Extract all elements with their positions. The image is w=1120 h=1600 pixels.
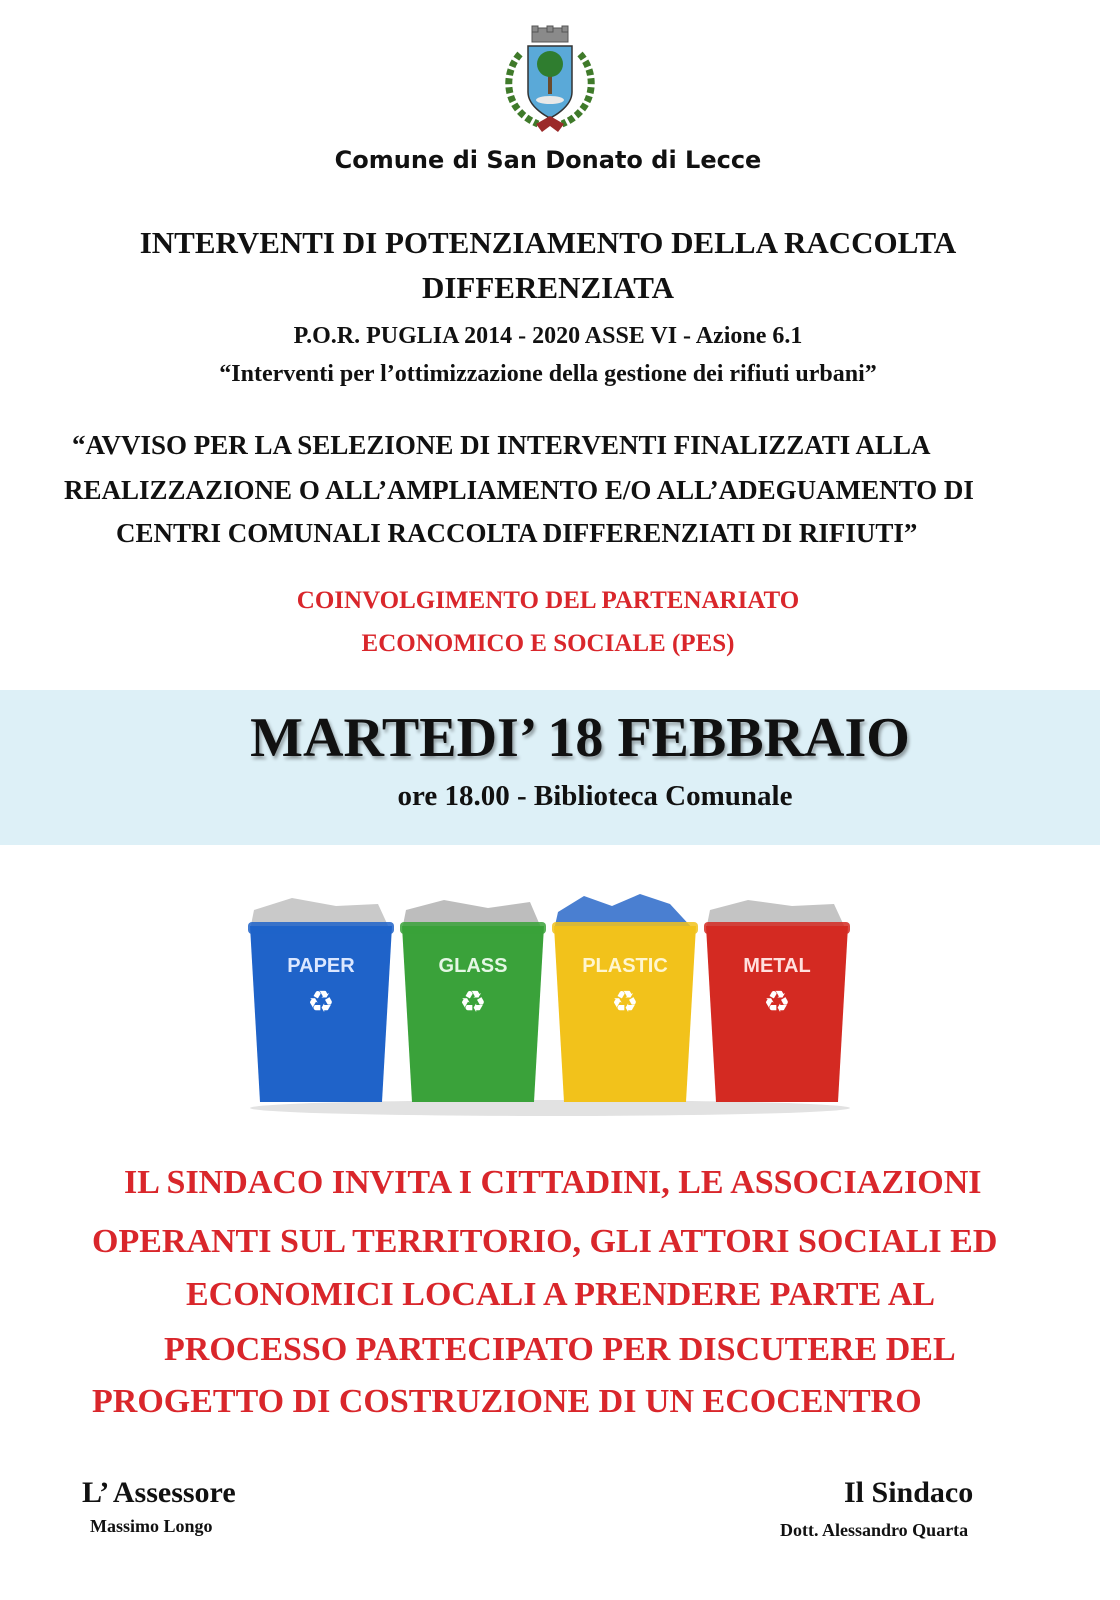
title-line-1: INTERVENTI DI POTENZIAMENTO DELLA RACCOLTA: [139, 225, 957, 260]
metal-bin-label: METAL: [743, 955, 811, 977]
metal-bin-rim: [704, 922, 850, 934]
assessore-role: L’ Assessore: [82, 1476, 236, 1509]
title-line-2: DIFFERENZIATA: [421, 270, 675, 305]
invite-line-2: OPERANTI SUL TERRITORIO, GLI ATTORI SOCIALI ED: [92, 1223, 998, 1260]
glass-bin-rim: [400, 922, 546, 934]
recycle-icon: ♻: [307, 985, 335, 1020]
event-date: MARTEDI’ 18 FEBBRAIO: [250, 707, 910, 769]
program-reference: P.O.R. PUGLIA 2014 - 2020 ASSE VI - Azione 6.1: [293, 323, 803, 349]
paper-bin-label: PAPER: [287, 955, 355, 977]
program-subtitle: “Interventi per l’ottimizzazione della gestione dei rifiuti urbani”: [219, 361, 877, 387]
avviso-line-2: REALIZZAZIONE O ALL’AMPLIAMENTO E/O ALL’ADEGUAMENTO DI: [64, 475, 974, 505]
municipality-name: Comune di San Donato di Lecce: [334, 146, 762, 174]
recycling-bins-illustration: [240, 890, 860, 1120]
pes-heading-line-2: ECONOMICO E SOCIALE (PES): [361, 630, 735, 657]
metal-bin: [704, 900, 850, 1102]
assessore-name: Massimo Longo: [90, 1516, 213, 1536]
paper-bin-rim: [248, 922, 394, 934]
invite-line-1: IL SINDACO INVITA I CITTADINI, LE ASSOCIAZIONI: [124, 1164, 982, 1201]
event-time-place: ore 18.00 - Biblioteca Comunale: [397, 780, 793, 812]
recycle-icon: ♻: [611, 985, 639, 1020]
sindaco-name: Dott. Alessandro Quarta: [780, 1520, 969, 1540]
invite-line-3: ECONOMICI LOCALI A PRENDERE PARTE AL: [186, 1276, 936, 1313]
sindaco-role: Il Sindaco: [844, 1476, 974, 1509]
recycle-icon: ♻: [459, 985, 487, 1020]
plastic-bin-label: PLASTIC: [582, 955, 668, 977]
avviso-line-1: “AVVISO PER LA SELEZIONE DI INTERVENTI FINALIZZATI ALLA: [72, 430, 931, 460]
paper-bin: [248, 898, 394, 1102]
glass-bin-label: GLASS: [438, 955, 508, 977]
invite-line-5: PROGETTO DI COSTRUZIONE DI UN ECOCENTRO: [92, 1383, 922, 1420]
avviso-line-3: CENTRI COMUNALI RACCOLTA DIFFERENZIATI DI RIFIUTI”: [116, 518, 918, 548]
plastic-bin-rim: [552, 922, 698, 934]
pes-heading-line-1: COINVOLGIMENTO DEL PARTENARIATO: [296, 587, 800, 614]
recycle-icon: ♻: [763, 985, 791, 1020]
municipal-crest-logo: [498, 24, 602, 138]
plastic-bin: [552, 894, 698, 1102]
invite-line-4: PROCESSO PARTECIPATO PER DISCUTERE DEL: [164, 1331, 956, 1368]
glass-bin: [400, 900, 546, 1102]
